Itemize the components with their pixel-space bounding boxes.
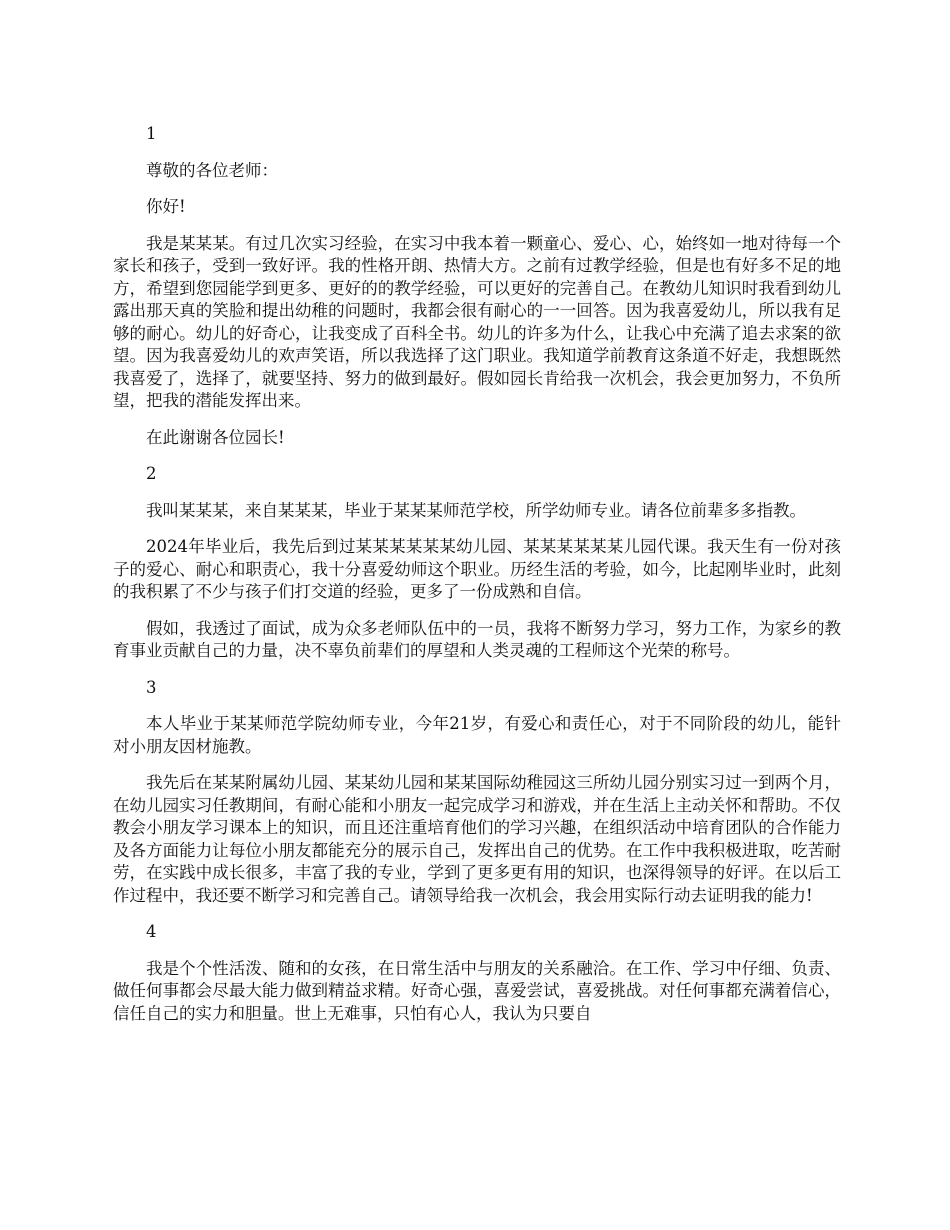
paragraph: 我先后在某某附属幼儿园、某某幼儿园和某某国际幼稚园这三所幼儿园分别实习过一到两个月，在幼儿园实习任教期间，有耐心能和小朋友一起完成学习和游戏，并在生活上主动关怀和帮助。不仅教会小朋友学习课本上的知识，而且还注重培育他们的学习兴趣，在组织活动中培育团队的合作能力及各方面能力让每位小朋友都能充分的展示自己，发挥出自己的优势。在工作中我积极进取，吃苦耐劳，在实践中成长很多，丰富了我的专业，学到了更多更有用的知识，也深得领导的好评。在以后工作过程中，我还要不断学习和完善自己。请领导给我一次机会，我会用实际行动去证明我的能力! bbox=[113, 773, 841, 905]
greeting: 你好! bbox=[146, 197, 186, 216]
paragraph: 我是个个性活泼、随和的女孩，在日常生活中与朋友的关系融洽。在工作、学习中仔细、负责、做任何事都会尽最大能力做到精益求精。好奇心强，喜爱尝试，喜爱挑战。对任何事都充满着信心，信任自己的实力和胆量。世上无难事，只怕有心人，我认为只要自 bbox=[113, 958, 841, 1023]
paragraph: 我叫某某某，来自某某某，毕业于某某某师范学校，所学幼师专业。请各位前辈多多指教。 bbox=[146, 500, 806, 520]
section-number: 2 bbox=[146, 464, 157, 483]
section-number: 1 bbox=[146, 124, 157, 143]
salutation: 尊敬的各位老师： bbox=[146, 160, 278, 180]
section-number: 4 bbox=[146, 922, 157, 941]
section-number: 3 bbox=[146, 677, 157, 697]
closing-line: 在此谢谢各位园长! bbox=[146, 427, 285, 447]
paragraph: 假如，我透过了面试，成为众多老师队伍中的一员，我将不断努力学习，努力工作，为家乡的教育事业贡献自己的力量，决不辜负前辈们的厚望和人类灵魂的工程师这个光荣的称号。 bbox=[113, 618, 841, 660]
paragraph: 本人毕业于某某师范学院幼师专业，今年21岁，有爱心和责任心，对于不同阶段的幼儿，能针对小朋友因材施教。 bbox=[113, 714, 841, 756]
paragraph: 2024年毕业后，我先后到过某某某某某某幼儿园、某某某某某某儿园代课。我天生有一份对孩子的爱心、耐心和职责心，我十分喜爱幼师这个职业。历经生活的考验，如今，比起刚毕业时，此刻的我积累了不少与孩子们打交道的经验，更多了一份成熟和自信。 bbox=[113, 537, 841, 601]
paragraph: 我是某某某。有过几次实习经验，在实习中我本着一颗童心、爱心、心，始终如一地对待每一个家长和孩子，受到一致好评。我的性格开朗、热情大方。之前有过教学经验，但是也有好多不足的地方，希望到您园能学到更多、更好的的教学经验，可以更好的完善自己。在教幼儿知识时我看到幼儿露出那天真的笑脸和提出幼稚的问题时，我都会很有耐心的一一回答。因为我喜爱幼儿，所以我有足够的耐心。幼儿的好奇心，让我变成了百科全书。幼儿的许多为什么，让我心中充满了追去求案的欲望。因为我喜爱幼儿的欢声笑语，所以我选择了这门职业。我知道学前教育这条道不好走，我想既然我喜爱了，选择了，就要坚持、努力的做到最好。假如园长肯给我一次机会，我会更加努力，不负所望，把我的潜能发挥出来。 bbox=[113, 233, 841, 410]
document-body bbox=[113, 123, 841, 1039]
